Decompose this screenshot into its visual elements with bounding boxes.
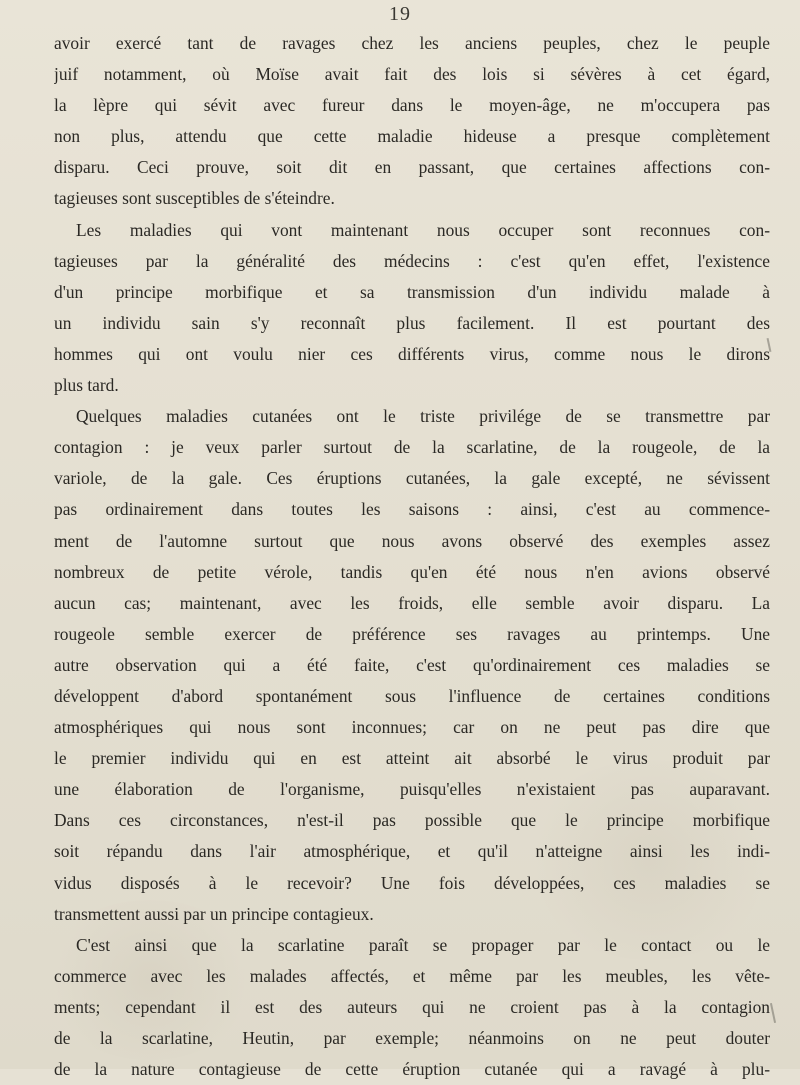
text-line: le premier individu qui en est atteint ait absorbé le virus produit par [54, 748, 770, 769]
text-line: ments; cependant il est des auteurs qui ne croient pas à la contagion [54, 996, 770, 1017]
text-line: commerce avec les malades affectés, et même par les meubles, les vête- [54, 965, 770, 986]
text-line: un individu sain s'y reconnaît plus facilement. Il est pourtant des [54, 312, 770, 333]
text-line: plus tard. [54, 375, 119, 396]
text-line: aucun cas; maintenant, avec les froids, elle semble avoir disparu. La [54, 592, 770, 613]
text-line: nombreux de petite vérole, tandis qu'en été nous n'en avions observé [54, 561, 770, 582]
text-line: vidus disposés à le recevoir? Une fois développées, ces maladies se [54, 872, 770, 893]
text-line: Les maladies qui vont maintenant nous occuper sont reconnues con- [76, 219, 770, 240]
text-line: de la nature contagieuse de cette éruption cutanée qui a ravagé à plu- [54, 1059, 770, 1080]
text-line: C'est ainsi que la scarlatine paraît se propager par le contact ou le [76, 934, 770, 955]
text-line: ment de l'automne surtout que nous avons observé des exemples assez [54, 530, 770, 551]
text-line: tagieuses sont susceptibles de s'éteindre. [54, 188, 335, 209]
text-line: contagion : je veux parler surtout de la scarlatine, de la rougeole, de la [54, 437, 770, 458]
page-number: 19 [389, 3, 411, 25]
text-line: la lèpre qui sévit avec fureur dans le moyen-âge, ne m'occupera pas [54, 95, 770, 116]
text-line: autre observation qui a été faite, c'est qu'ordinairement ces maladies se [54, 654, 770, 675]
text-line: hommes qui ont voulu nier ces différents virus, comme nous le dirons [54, 343, 770, 364]
text-line: variole, de la gale. Ces éruptions cutanées, la gale excepté, ne sévissent [54, 468, 770, 489]
text-line: une élaboration de l'organisme, puisqu'elles n'existaient pas auparavant. [54, 779, 770, 800]
text-line: rougeole semble exercer de préférence ses ravages au printemps. Une [54, 623, 770, 644]
text-line: développent d'abord spontanément sous l'influence de certaines conditions [54, 685, 770, 706]
text-line: de la scarlatine, Heutin, par exemple; néanmoins on ne peut douter [54, 1028, 770, 1048]
text-line: Dans ces circonstances, n'est-il pas possible que le principe morbifique [54, 810, 770, 831]
text-line: juif notamment, où Moïse avait fait des lois si sévères à cet égard, [54, 64, 770, 85]
text-line: atmosphériques qui nous sont inconnues; car on ne peut pas dire que [54, 717, 770, 738]
text-line: Quelques maladies cutanées ont le triste privilége de se transmettre par [76, 406, 770, 427]
text-line: disparu. Ceci prouve, soit dit en passant, que certaines affections con- [54, 157, 770, 178]
text-line: transmettent aussi par un principe contagieux. [54, 903, 374, 924]
text-line: tagieuses par la généralité des médecins : c'est qu'en effet, l'existence [54, 250, 770, 271]
text-line: non plus, attendu que cette maladie hideuse a presque complètement [54, 126, 770, 147]
text-line: d'un principe morbifique et sa transmission d'un individu malade à [54, 281, 770, 302]
margin-mark [770, 1003, 776, 1023]
text-line: avoir exercé tant de ravages chez les anciens peuples, chez le peuple [54, 33, 770, 53]
body-text [54, 28, 770, 1085]
text-line: soit répandu dans l'air atmosphérique, et qu'il n'atteigne ainsi les indi- [54, 841, 770, 862]
text-line: pas ordinairement dans toutes les saisons : ainsi, c'est au commence- [54, 499, 770, 520]
